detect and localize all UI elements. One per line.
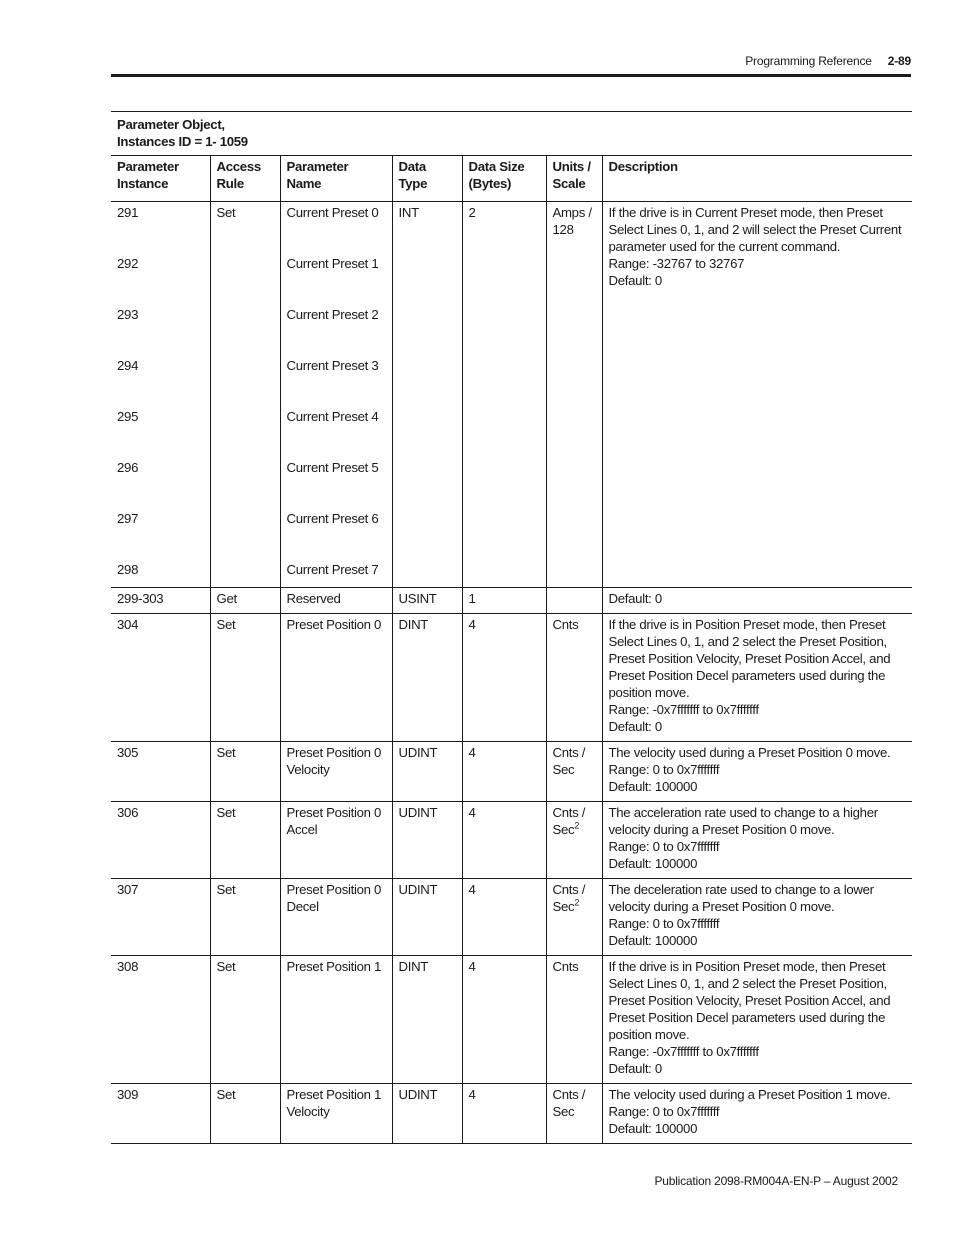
publication-footer: Publication 2098-RM004A-EN-P – August 2002 bbox=[654, 1174, 898, 1188]
cell-data-size: 4 bbox=[462, 956, 546, 1084]
units-text: Cnts / Sec bbox=[552, 805, 586, 837]
parameter-name: Current Preset 4 bbox=[286, 409, 379, 424]
col-header-description: Description bbox=[602, 156, 912, 202]
cell-data-type: USINT bbox=[392, 588, 462, 614]
cell-units: Amps / 128 bbox=[546, 202, 602, 588]
table-caption bbox=[111, 112, 912, 156]
cell-data-size: 1 bbox=[462, 588, 546, 614]
column-header-row bbox=[111, 156, 912, 202]
cell-description: If the drive is in Position Preset mode, then Preset Select Lines 0, 1, and 2 select the Preset Position, Preset Position Velocity, Preset Position Accel, and Preset Position Decel parameters used during the position move. Range: -0x7fffffff to 0x7fffffff Default: 0 bbox=[602, 956, 912, 1084]
units-text: Cnts bbox=[552, 959, 579, 974]
parameter-name: Current Preset 6 bbox=[286, 511, 379, 526]
cell-units bbox=[546, 802, 602, 879]
cell-name: Reserved bbox=[280, 588, 392, 614]
cell-data-type: UDINT bbox=[392, 1084, 462, 1144]
units-text: Cnts / Sec bbox=[552, 1087, 586, 1119]
cell-data-type: DINT bbox=[392, 614, 462, 742]
cell-description: If the drive is in Current Preset mode, then Preset Select Lines 0, 1, and 2 will select the Preset Current parameter used for the current command. Range: -32767 to 32767 Default: 0 bbox=[602, 202, 912, 588]
cell-access: Set bbox=[210, 802, 280, 879]
cell-data-type: UDINT bbox=[392, 879, 462, 956]
instance-value: 298 bbox=[117, 562, 139, 577]
cell-name: Preset Position 1 bbox=[280, 956, 392, 1084]
cell-access: Set bbox=[210, 202, 280, 588]
cell-instance: 309 bbox=[111, 1084, 210, 1144]
instance-value: 297 bbox=[117, 511, 139, 526]
cell-data-type: UDINT bbox=[392, 802, 462, 879]
cell-access: Set bbox=[210, 956, 280, 1084]
table-row bbox=[111, 742, 912, 802]
table-row bbox=[111, 802, 912, 879]
cell-description: The deceleration rate used to change to a lower velocity during a Preset Position 0 move. Range: 0 to 0x7fffffff Default: 100000 bbox=[602, 879, 912, 956]
cell-name: Preset Position 1 Velocity bbox=[280, 1084, 392, 1144]
header-rule bbox=[111, 74, 911, 77]
page-number: 2-89 bbox=[887, 54, 911, 68]
col-header-units: Units / Scale bbox=[546, 156, 602, 202]
table-row bbox=[111, 614, 912, 742]
cell-instance: 304 bbox=[111, 614, 210, 742]
units-text: Cnts / Sec bbox=[552, 882, 586, 914]
cell-instance: 308 bbox=[111, 956, 210, 1084]
cell-description: The acceleration rate used to change to a higher velocity during a Preset Position 0 move. Range: 0 to 0x7fffffff Default: 100000 bbox=[602, 802, 912, 879]
cell-access: Set bbox=[210, 879, 280, 956]
cell-name: Preset Position 0 Decel bbox=[280, 879, 392, 956]
instance-value: 294 bbox=[117, 358, 139, 373]
cell-data-size: 2 bbox=[462, 202, 546, 588]
cell-data-size: 4 bbox=[462, 802, 546, 879]
cell-units bbox=[546, 588, 602, 614]
cell-units bbox=[546, 879, 602, 956]
cell-name: Preset Position 0 Velocity bbox=[280, 742, 392, 802]
table-caption-row bbox=[111, 112, 912, 156]
table-row bbox=[111, 1084, 912, 1144]
table-row bbox=[111, 956, 912, 1084]
units-text: Cnts / Sec bbox=[552, 745, 586, 777]
cell-data-type: UDINT bbox=[392, 742, 462, 802]
col-header-name: Parameter Name bbox=[280, 156, 392, 202]
cell-instance: 305 bbox=[111, 742, 210, 802]
cell-description: The velocity used during a Preset Position 0 move. Range: 0 to 0x7fffffff Default: 100000 bbox=[602, 742, 912, 802]
cell-description: Default: 0 bbox=[602, 588, 912, 614]
cell-name: Preset Position 0 Accel bbox=[280, 802, 392, 879]
units-exponent: 2 bbox=[574, 897, 580, 908]
instance-value: 293 bbox=[117, 307, 139, 322]
parameter-table bbox=[111, 111, 912, 1144]
cell-description: If the drive is in Position Preset mode, then Preset Select Lines 0, 1, and 2 select the Preset Position, Preset Position Velocity, Preset Position Accel, and Preset Position Decel parameters used during the position move. Range: -0x7fffffff to 0x7fffffff Default: 0 bbox=[602, 614, 912, 742]
section-title: Programming Reference bbox=[745, 54, 872, 68]
cell-units bbox=[546, 742, 602, 802]
parameter-name: Current Preset 5 bbox=[286, 460, 379, 475]
col-header-access: Access Rule bbox=[210, 156, 280, 202]
units-text: Cnts bbox=[552, 617, 579, 632]
cell-units bbox=[546, 614, 602, 742]
cell-data-type: DINT bbox=[392, 956, 462, 1084]
cell-instance: 306 bbox=[111, 802, 210, 879]
cell-access: Set bbox=[210, 742, 280, 802]
col-header-size: Data Size (Bytes) bbox=[462, 156, 546, 202]
parameter-name: Current Preset 3 bbox=[286, 358, 379, 373]
table-row bbox=[111, 588, 912, 614]
instance-value: 292 bbox=[117, 256, 139, 271]
table-row bbox=[111, 879, 912, 956]
table-caption-line2: Instances ID = 1- 1059 bbox=[117, 134, 248, 149]
cell-instances bbox=[111, 202, 210, 588]
parameter-name: Current Preset 1 bbox=[286, 256, 379, 271]
cell-description: The velocity used during a Preset Position 1 move. Range: 0 to 0x7fffffff Default: 100000 bbox=[602, 1084, 912, 1144]
parameter-name: Current Preset 7 bbox=[286, 562, 379, 577]
cell-data-size: 4 bbox=[462, 614, 546, 742]
cell-instance: 307 bbox=[111, 879, 210, 956]
cell-units bbox=[546, 956, 602, 1084]
parameter-name: Current Preset 0 bbox=[286, 205, 379, 220]
cell-instance: 299-303 bbox=[111, 588, 210, 614]
instance-value: 295 bbox=[117, 409, 139, 424]
instance-value: 291 bbox=[117, 205, 139, 220]
col-header-type: Data Type bbox=[392, 156, 462, 202]
cell-data-size: 4 bbox=[462, 1084, 546, 1144]
cell-access: Set bbox=[210, 1084, 280, 1144]
running-header bbox=[111, 52, 911, 70]
cell-units bbox=[546, 1084, 602, 1144]
col-header-instance: Parameter Instance bbox=[111, 156, 210, 202]
table-rows bbox=[111, 588, 912, 1144]
instance-value: 296 bbox=[117, 460, 139, 475]
cell-data-size: 4 bbox=[462, 742, 546, 802]
table-caption-line1: Parameter Object, bbox=[117, 117, 225, 132]
cell-data-size: 4 bbox=[462, 879, 546, 956]
cell-name: Preset Position 0 bbox=[280, 614, 392, 742]
cell-data-type: INT bbox=[392, 202, 462, 588]
parameter-name: Current Preset 2 bbox=[286, 307, 379, 322]
cell-names bbox=[280, 202, 392, 588]
cell-access: Set bbox=[210, 614, 280, 742]
cell-access: Get bbox=[210, 588, 280, 614]
units-exponent: 2 bbox=[574, 820, 580, 831]
table-row-current-presets bbox=[111, 202, 912, 588]
